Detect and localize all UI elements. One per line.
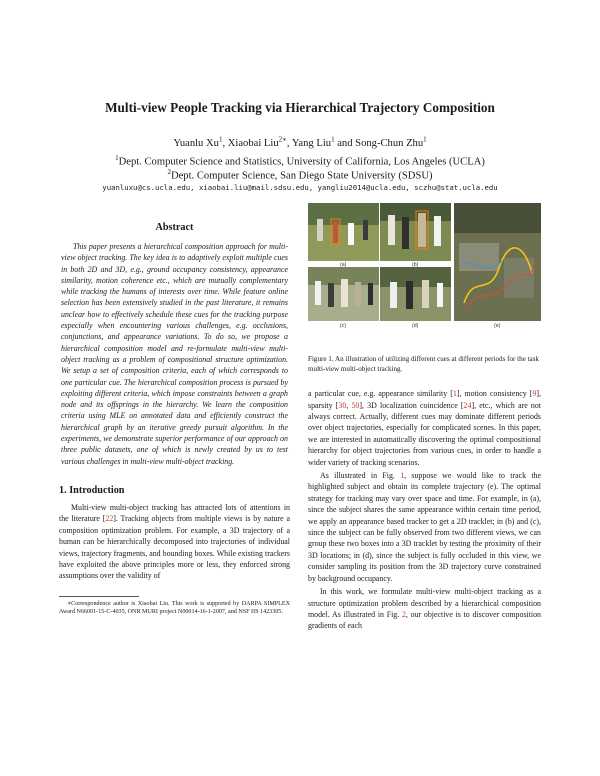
intro-paragraph: Multi-view multi-object tracking has attracted lots of attentions in the literature [22]. Tracking objects from multiple views is by nature a composition optimization problem. For example, a 3D trajectory of a human can be hierarchically decomposed into trajectories of individual views, trajectory fragments, and bounding boxes. While existing trackers have exploited the above principles more or less, they enforced strong assumptions over the validity of: [59, 502, 290, 581]
figure-panel-c-image: [308, 267, 379, 321]
figure-label-c: (c): [340, 323, 347, 329]
figure-panel-e-image: [454, 203, 541, 321]
right-column: [308, 203, 541, 632]
figure-link[interactable]: 2: [401, 609, 406, 619]
author: Yang Liu$^1$ and: [291, 135, 356, 149]
body-paragraph: As illustrated in Fig. 1, suppose we would like to track the highlighted subject and obtain its complete trajectory (e). The optimal strategy for tracking may vary over space and time. For example, in (a), since the subject shares the same appearance within certain time period, we apply an appearance based tracker to get a 2D tracklet; in (b) and (c), since the subject can be fully observed from two different views, we can group these two boxes into a 3D tracklet by testing the proximity of their 3D locations; in (d), since the subject is fully occluded in this view, we consider sampling its position from the 3D trajectory curve constrained by background occupancy.: [308, 471, 541, 583]
figure-panel-b-image: [380, 203, 451, 261]
figure-link[interactable]: 1: [400, 471, 405, 481]
citation-link[interactable]: 22: [105, 514, 114, 524]
citation-link[interactable]: 9: [532, 389, 537, 399]
footnote-rule: [59, 596, 139, 597]
author-emails: yuanluxu@cs.ucla.edu, xiaobai.liu@mail.sdsu.edu, yangliu2014@ucla.edu, sczhu@stat.ucla.edu: [102, 183, 498, 192]
figure-panel-a-image: [308, 203, 379, 261]
left-column: [59, 222, 290, 616]
abstract-heading: Abstract: [155, 222, 194, 233]
figure-label-e: (e): [494, 323, 501, 329]
abstract-text: This paper presents a hierarchical composition approach for multi-view object tracking. The key idea is to adaptively exploit multiple cues in both 2D and 3D, e.g., ground occupancy consistency, appearance similarity, motion coherence etc., which are mutually complementary while tracking the humans of interests over time. While feature online selection has been extensively studied in the past literature, it remains unclear how to effectively schedule these cues for the tracking purpose especially when encountering various challenges, e.g. occlusions, conjunctions, and appearance variations. To do so, we propose a hierarchical composition model and re-formulate multi-view multi-object tracking as a problem of compositional structure optimization. We setup a set of composition criteria, each of which corresponds to one particular cue. The hierarchical composition process is pursued by exploiting different criteria, which impose constraints between a graph node and its offsprings in the hierarchy. We learn the composition criteria using MLE on annotated data and efficiently construct the hierarchical graph by an iterative greedy pursuit algorithm. In the experiments, we demonstrate superior performance of our approach on three public datasets, one of which is newly created by us to test various challenges in multi-view multi-object tracking.: [61, 242, 288, 466]
affiliation-2: $^2$Dept. Computer Science, San Diego State University (SDSU): [167, 168, 433, 182]
figure-label-d: (d): [412, 323, 419, 329]
citation-link[interactable]: 30: [338, 400, 347, 410]
figure-label-a: (a): [340, 262, 347, 268]
body-paragraph: In this work, we formulate multi-view multi-object tracking as a structure optimization problem described by a hierarchical composition model. As illustrated in Fig. 2, our objective is to discover composition gradients of each: [308, 587, 541, 631]
author: Song-Chun Zhu$^1$: [355, 135, 427, 149]
paper-title: Multi-view People Tracking via Hierarchical Trajectory Composition: [105, 100, 495, 115]
figure-panel-d-image: [380, 267, 451, 321]
figure-caption: Figure 1. An illustration of utilizing different cues at different periods for the task multi-view multi-object tracking.: [308, 355, 540, 373]
figure-label-b: (b): [412, 262, 419, 268]
figure-1: [308, 203, 541, 351]
footnote: ∗Correspondence author is Xiaobai Liu. This work is supported by DARPA SIMPLEX Award N66001-15-C-4035, ONR MURI project N00014-16-1-2007, and NSF IIS 1423305.: [59, 600, 290, 615]
author: Yuanlu Xu$^1$,: [173, 135, 228, 149]
affiliation-1: $^1$Dept. Computer Science and Statistics, University of California, Los Angeles (UCLA): [115, 154, 485, 168]
section-heading-introduction: 1. Introduction: [59, 484, 125, 496]
author: Xiaobai Liu$^{2∗}$,: [227, 135, 292, 149]
citation-link[interactable]: 1: [452, 389, 457, 399]
body-paragraph: a particular cue, e.g. appearance similarity [1], motion consistency [9], sparsity [30, 50], 3D localization coincidence [24], etc., which are not always correct. Actually, different cues may dominate different periods over object trajectories, especially for complicated scenes. In this paper, we are interested in automatically discovering the optimal compositional hierarchy for object trajectories from various cues, in order to handle a wider variety of tracking scenarios.: [308, 389, 542, 467]
citation-link[interactable]: 24: [463, 400, 472, 410]
author-list: [40, 137, 560, 151]
citation-link[interactable]: 50: [351, 400, 360, 410]
